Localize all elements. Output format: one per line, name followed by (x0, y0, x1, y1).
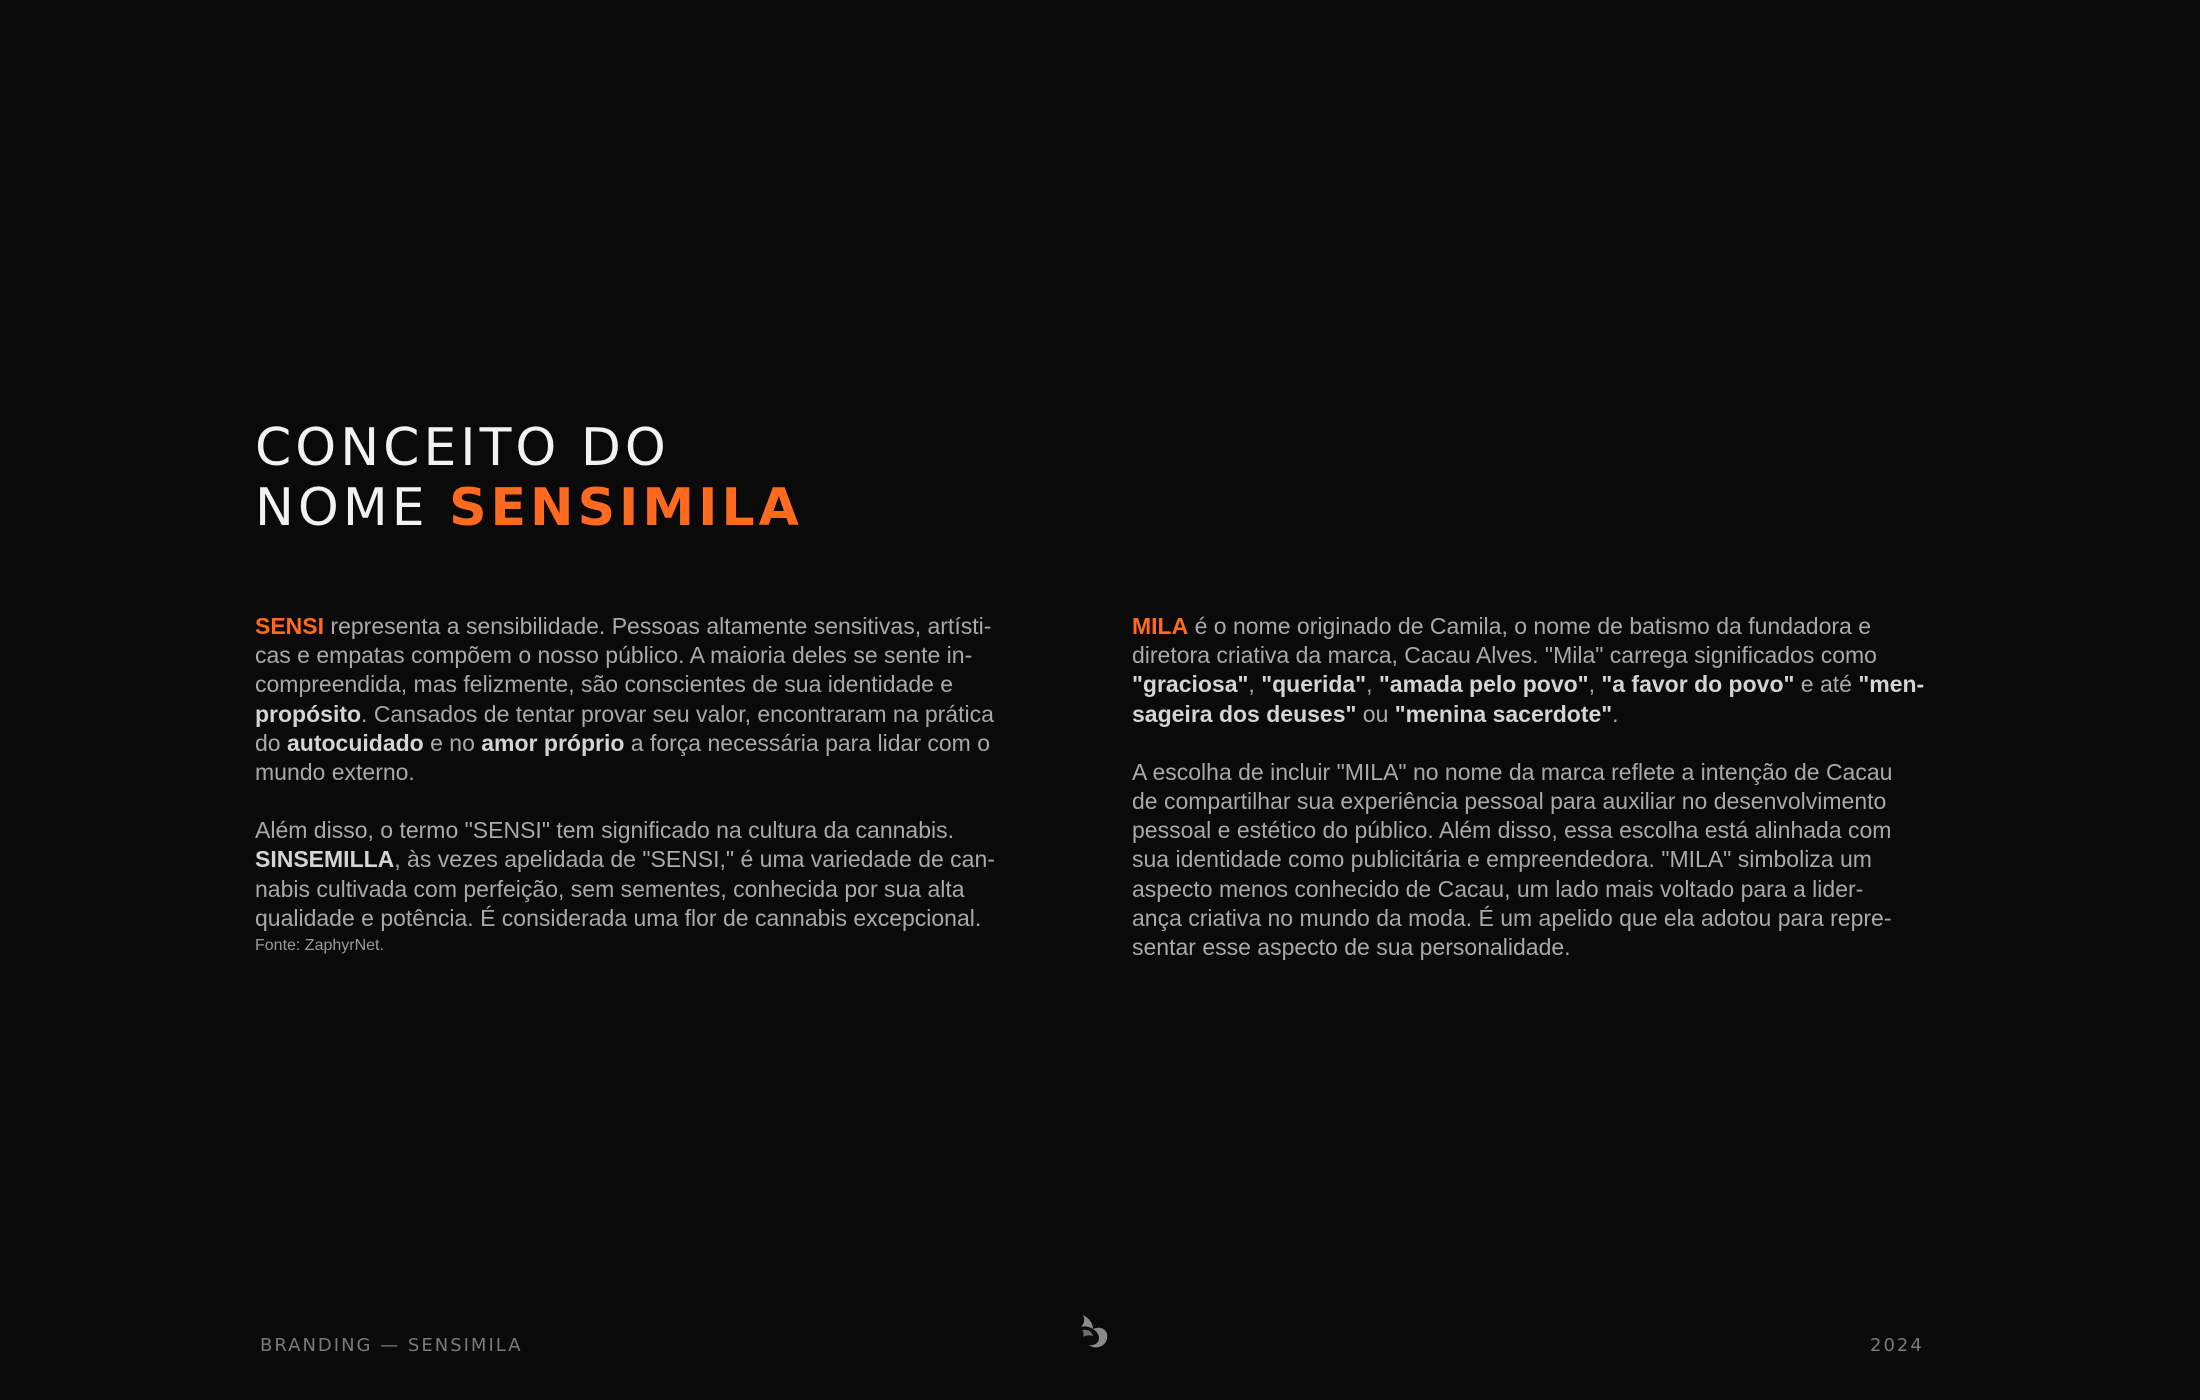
text-segment: sua identidade como publicitária e empreendedora. "MILA" simboliza um (1132, 846, 1872, 873)
text-segment: cas e empatas compõem o nosso público. A maioria deles se sente in- (255, 642, 973, 669)
title-line-2-prefix: NOME (255, 478, 450, 538)
text-segment: . (1612, 700, 1619, 727)
bold-term: "a favor do povo" (1601, 671, 1795, 698)
text-segment: , (1248, 671, 1262, 698)
bold-term: "graciosa" (1132, 671, 1249, 698)
bold-term: sageira dos deuses" (1132, 700, 1357, 727)
sensi-paragraph (255, 612, 1045, 787)
footer-year: 2024 (1870, 1335, 1924, 1356)
footer-brand-label: BRANDING — SENSIMILA (260, 1335, 523, 1356)
text-segment: compreendida, mas felizmente, são conscientes de sua identidade e (255, 671, 954, 698)
text-segment: a força necessária para lidar com o (624, 729, 991, 756)
right-column (1132, 612, 1932, 962)
text-segment: , (1588, 671, 1602, 698)
text-segment: ança criativa no mundo da moda. É um apelido que ela adotou para repre- (1132, 904, 1892, 931)
bold-term: "querida" (1261, 671, 1367, 698)
title-accent-brand: SENSIMILA (449, 478, 803, 538)
page-title (255, 418, 803, 538)
text-segment: é o nome originado de Camila, o nome de batismo da fundadora e (1188, 613, 1871, 639)
text-segment: , às vezes apelidada de "SENSI," é uma variedade de can- (394, 846, 995, 873)
bold-term: "men- (1858, 671, 1925, 698)
bold-term: "menina sacerdote" (1394, 700, 1613, 727)
bold-term: SINSEMILLA (255, 846, 395, 873)
bold-term: autocuidado (286, 729, 424, 756)
text-segment: qualidade e potência. É considerada uma flor de cannabis excepcional. (255, 904, 982, 931)
text-segment: de compartilhar sua experiência pessoal para auxiliar no desenvolvimento (1132, 788, 1887, 815)
text-segment: sentar esse aspecto de sua personalidade. (1132, 934, 1571, 961)
bold-term: propósito (255, 700, 362, 727)
text-segment: Além disso, o termo "SENSI" tem significado na cultura da cannabis. (255, 817, 954, 844)
mila-meaning-paragraph (1132, 758, 1932, 962)
cannabis-paragraph (255, 816, 1045, 959)
left-column (255, 612, 1045, 959)
mila-highlight: MILA (1132, 613, 1189, 639)
text-segment: e até (1794, 671, 1859, 698)
text-segment: , (1366, 671, 1379, 698)
bold-term: amor próprio (481, 729, 625, 756)
mila-paragraph (1132, 612, 1932, 729)
text-segment: diretora criativa da marca, Cacau Alves. "Mila" carrega significados como (1132, 642, 1877, 669)
text-segment: . Cansados de tentar provar seu valor, encontraram na prática (361, 700, 994, 727)
text-segment: A escolha de incluir "MILA" no nome da marca reflete a intenção de Cacau (1132, 758, 1893, 785)
sensi-highlight: SENSI (255, 613, 325, 639)
text-segment: do (255, 729, 287, 756)
text-segment: ou (1356, 700, 1395, 727)
source-citation: Fonte: ZaphyrNet. (255, 937, 384, 955)
text-segment: e no (423, 729, 482, 756)
text-segment: mundo externo. (255, 759, 415, 786)
title-line-1: CONCEITO DO (255, 418, 670, 478)
text-segment: nabis cultivada com perfeição, sem sementes, conhecida por sua alta (255, 875, 965, 902)
flame-leaf-logo-icon (1076, 1312, 1112, 1352)
bold-term: "amada pelo povo" (1378, 671, 1589, 698)
text-segment: representa a sensibilidade. Pessoas altamente sensitivas, artísti- (324, 613, 992, 639)
text-segment: pessoal e estético do público. Além disso, essa escolha está alinhada com (1132, 817, 1892, 844)
text-segment: aspecto menos conhecido de Cacau, um lado mais voltado para a lider- (1132, 875, 1864, 902)
